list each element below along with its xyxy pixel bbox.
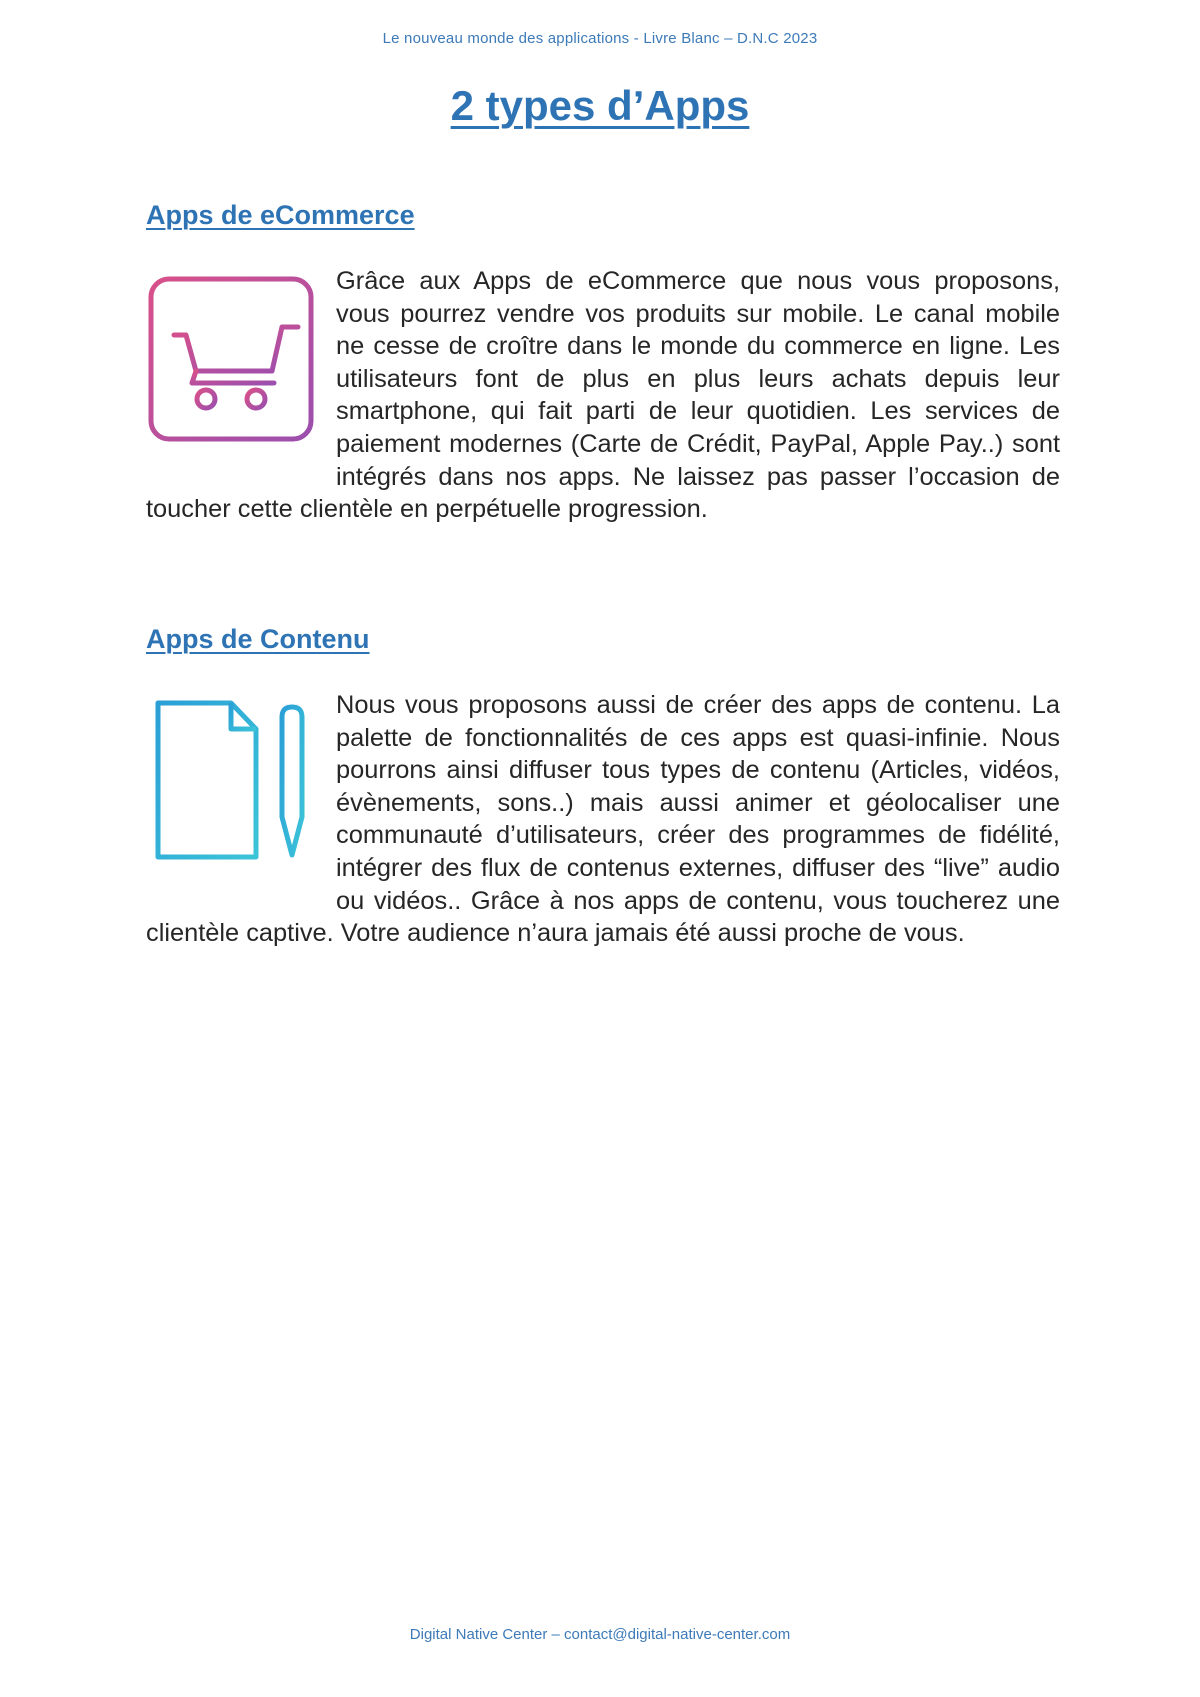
- page-title: 2 types d’Apps: [450, 82, 750, 129]
- shopping-cart-icon: [146, 265, 316, 493]
- section-body-contenu: Nous vous proposons aussi de créer des apps de contenu. La palette de fonctionnalités de ces apps est quasi-infinie. Nous pourrons ainsi diffuser tous types de contenu (Articles, vidéos, évènements, sons..) mais aussi animer et géolocaliser une communauté d’utilisateurs, créer des programmes de fidélité, intégrer des flux de contenus externes, diffuser des “live” audio ou vidéos.. Grâce à nos apps de contenu, vous toucherez une clientèle captive. Votre audience n’aura jamais été aussi proche de vous.: [146, 691, 1060, 948]
- section-ecommerce: [146, 265, 1060, 526]
- page-header: Le nouveau monde des applications - Livre Blanc – D.N.C 2023: [382, 30, 818, 47]
- page-footer: Digital Native Center – contact@digital-native-center.com: [409, 1626, 791, 1643]
- document-pencil-icon: [146, 689, 316, 917]
- section-title-ecommerce: Apps de eCommerce: [146, 200, 415, 230]
- section-body-ecommerce: Grâce aux Apps de eCommerce que nous vous proposons, vous pourrez vendre vos produits sur mobile. Le canal mobile ne cesse de croître dans le monde du commerce en ligne. Les utilisateurs font de plus en plus leurs achats depuis leur smartphone, qui fait parti de leur quotidien. Les services de paiement modernes (Carte de Crédit, PayPal, Apple Pay..) sont intégrés dans nos apps. Ne laissez pas passer l’occasion de toucher cette clientèle en perpétuelle progression.: [146, 267, 1060, 524]
- section-title-contenu: Apps de Contenu: [146, 624, 370, 654]
- section-contenu: [146, 689, 1060, 950]
